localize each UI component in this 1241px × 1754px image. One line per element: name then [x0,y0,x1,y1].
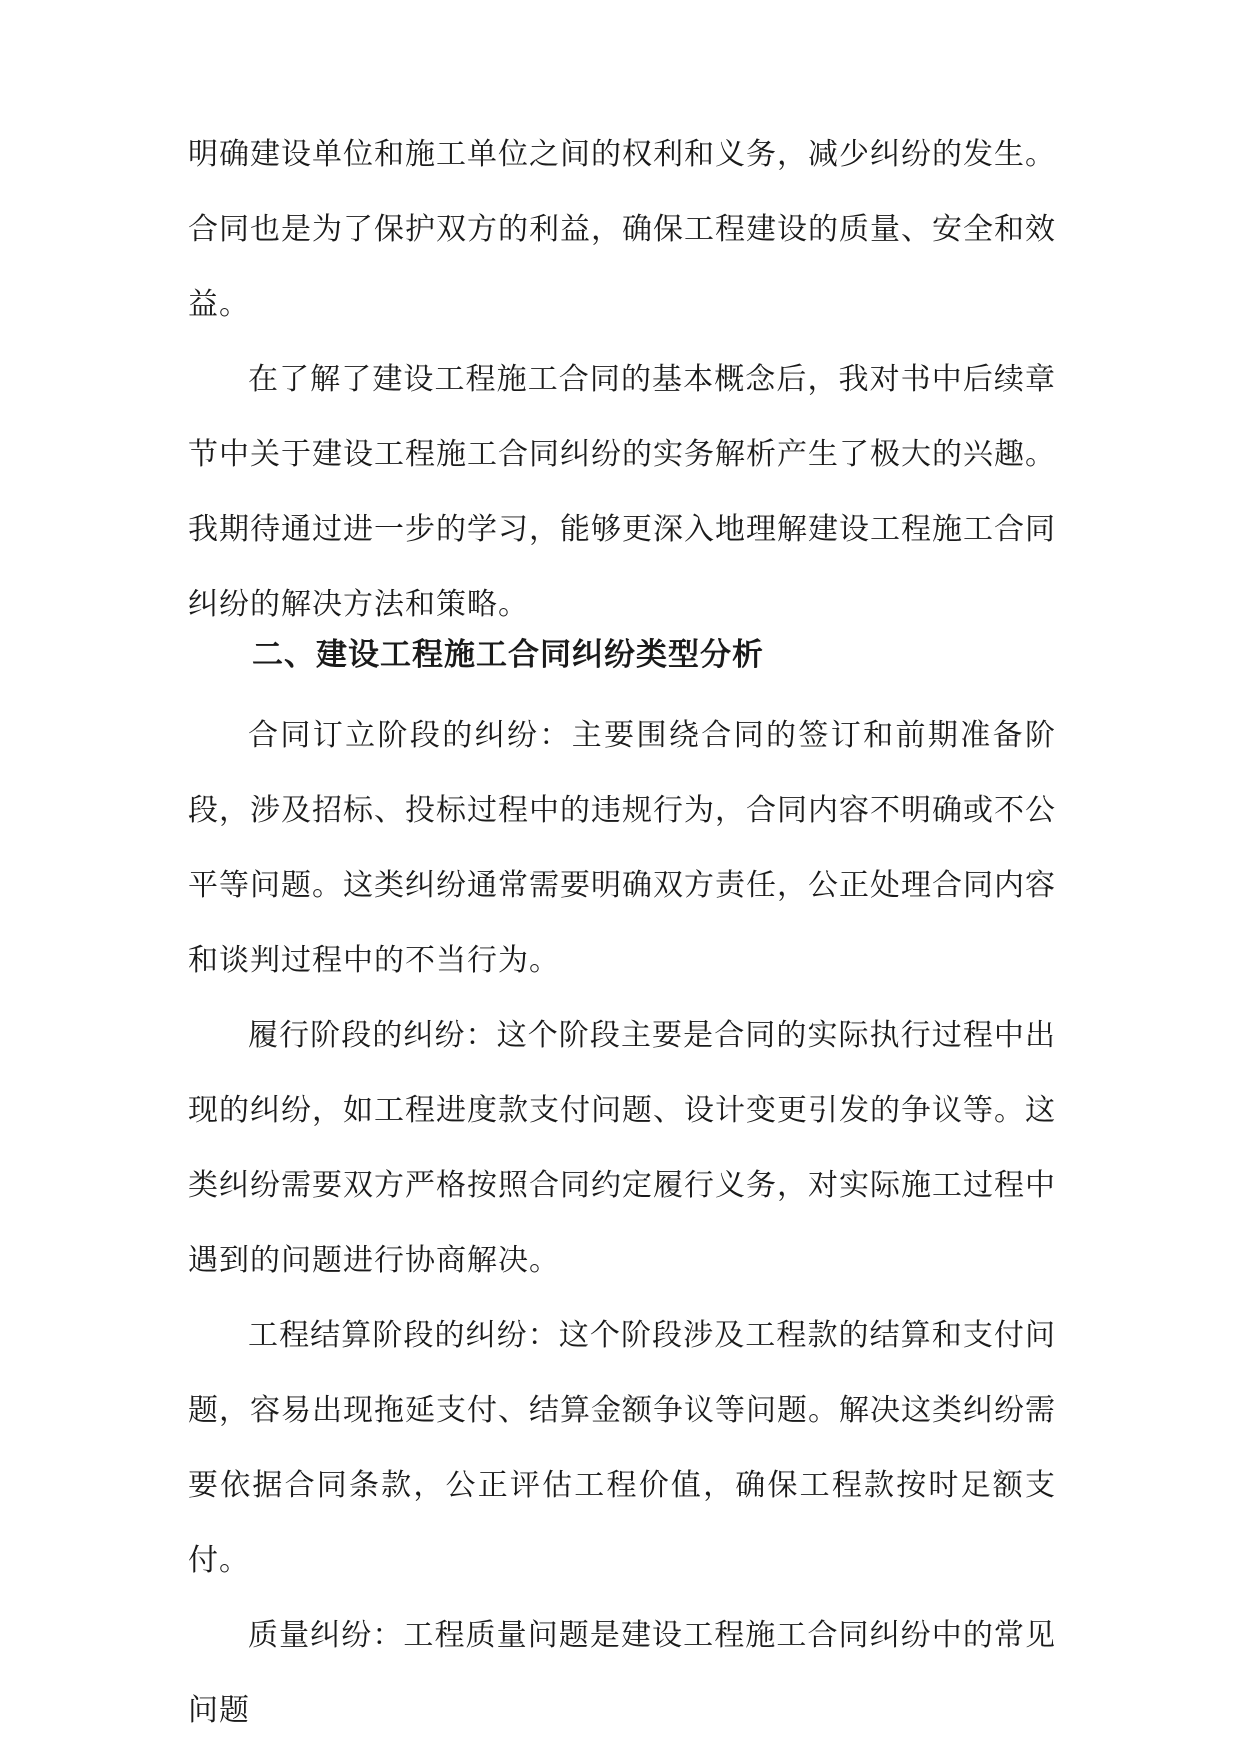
paragraph-contract-formation: 合同订立阶段的纠纷：主要围绕合同的签订和前期准备阶段，涉及招标、投标过程中的违规行为，合同内容不明确或不公平等问题。这类纠纷通常需要明确双方责任，公正处理合同内容和谈判过程中的不当行为。 [188,718,1056,978]
paragraph-performance-stage: 履行阶段的纠纷：这个阶段主要是合同的实际执行过程中出现的纠纷，如工程进度款支付问题、设计变更引发的争议等。这类纠纷需要双方严格按照合同约定履行义务，对实际施工过程中遇到的问题进行协商解决。 [188,1018,1056,1278]
body-text-section [188,623,1056,1748]
paragraph-quality-disputes: 质量纠纷：工程质量问题是建设工程施工合同纠纷中的常见问题 [188,1618,1056,1728]
body-text-top [188,117,1056,642]
paragraph-concept-interest: 在了解了建设工程施工合同的基本概念后，我对书中后续章节中关于建设工程施工合同纠纷的实务解析产生了极大的兴趣。我期待通过进一步的学习，能够更深入地理解建设工程施工合同纠纷的解决方法和策略。 [188,362,1056,622]
section-heading: 二、建设工程施工合同纠纷类型分析 [252,637,764,673]
continuation-paragraph: 明确建设单位和施工单位之间的权利和义务，减少纠纷的发生。合同也是为了保护双方的利益，确保工程建设的质量、安全和效益。 [188,137,1056,322]
paragraph-settlement-stage: 工程结算阶段的纠纷：这个阶段涉及工程款的结算和支付问题，容易出现拖延支付、结算金额争议等问题。解决这类纠纷需要依据合同条款，公正评估工程价值，确保工程款按时足额支付。 [188,1318,1056,1578]
